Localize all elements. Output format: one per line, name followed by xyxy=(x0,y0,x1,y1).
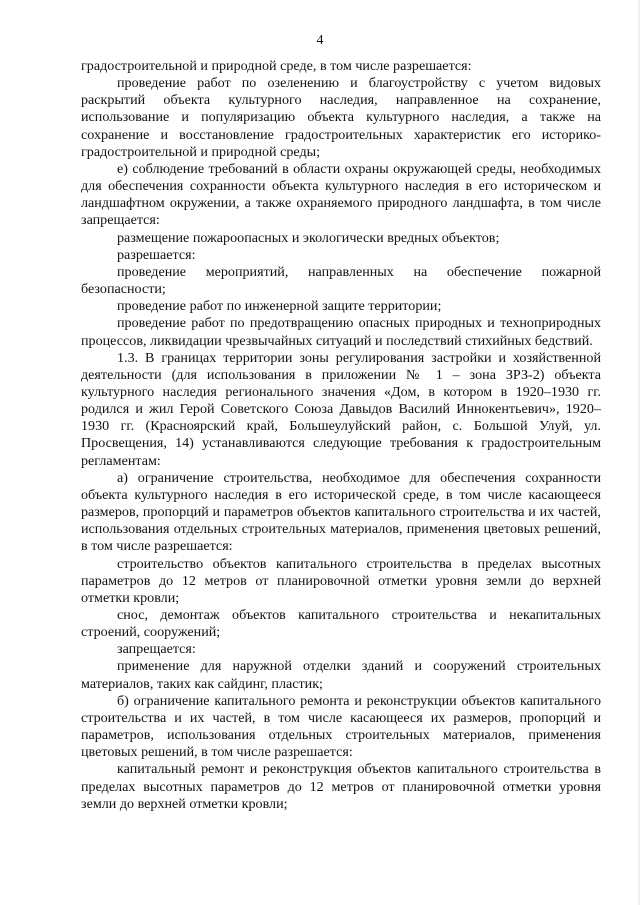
paragraph-item-b: б) ограничение капитального ремонта и реконструкции объектов капитального строительства и их частей, в том числе касающееся их размеров, пропорций и параметров, использования отдельных строительных материалов, применения цветовых решений, в том числе разрешается: xyxy=(81,692,601,761)
paragraph-item-e: е) соблюдение требований в области охраны окружающей среды, необходимых для обеспечения сохранности объекта культурного наследия в его историческом и ландшафтном окружении, а также охраняемого природного ландшафта, в том числе запрещается: xyxy=(81,160,601,229)
paragraph-item-a: а) ограничение строительства, необходимое для обеспечения сохранности объекта культурного наследия в его исторической среде, в том числе касающееся размеров, пропорций и параметров объектов капитального строительства и их частей, использования отдельных строительных материалов, применения цветовых решений, в том числе разрешается: xyxy=(81,469,601,555)
paragraph-continuation: градостроительной и природной среде, в том числе разрешается: xyxy=(81,58,472,74)
paragraph-section-1-3: 1.3. В границах территории зоны регулирования застройки и хозяйственной деятельности (для использования в приложении № 1 – зона ЗРЗ-2) объекта культурного наследия регионального значения «Дом, в котором в 1920–1930 гг. родился и жил Герой Советского Союза Давыдов Василий Иннокентьевич», 1920–1930 гг. (Красноярский край, Большеулуйский район, с. Большой Улуй, ул. Просвещения, 14) устанавливаются следующие требования к градостроительным регламентам: xyxy=(81,349,601,469)
paragraph: проведение работ по предотвращению опасных природных и техноприродных процессов, ликвидации чрезвычайных ситуаций и последствий стихийных бедствий. xyxy=(81,315,601,349)
document-body xyxy=(81,58,601,813)
paragraph: снос, демонтаж объектов капитального строительства и некапитальных строений, сооружений; xyxy=(81,607,601,641)
paragraph: разрешается: xyxy=(117,246,196,263)
paragraph: применение для наружной отделки зданий и сооружений строительных материалов, таких как сайдинг, пластик; xyxy=(81,658,601,692)
paragraph: запрещается: xyxy=(117,641,196,658)
paragraph: проведение работ по озеленению и благоустройству с учетом видовых раскрытий объекта культурного наследия, направленное на сохранение, использование и популяризацию объекта культурного наследия, а также на сохранение и восстановление градостроительных характеристик его историко-градостроительной и природной среды; xyxy=(81,75,601,160)
paragraph: проведение работ по инженерной защите территории; xyxy=(117,298,442,315)
paragraph: размещение пожароопасных и экологически вредных объектов; xyxy=(117,229,500,246)
paragraph: проведение мероприятий, направленных на обеспечение пожарной безопасности; xyxy=(81,263,601,298)
paragraph: строительство объектов капитального строительства в пределах высотных параметров до 12 метров от планировочной отметки уровня земли до верхней отметки кровли; xyxy=(81,555,601,606)
paragraph: капитальный ремонт и реконструкция объектов капитального строительства в пределах высотных параметров до 12 метров от планировочной отметки уровня земли до верхней отметки кровли; xyxy=(81,761,601,812)
page-number: 4 xyxy=(316,33,324,48)
